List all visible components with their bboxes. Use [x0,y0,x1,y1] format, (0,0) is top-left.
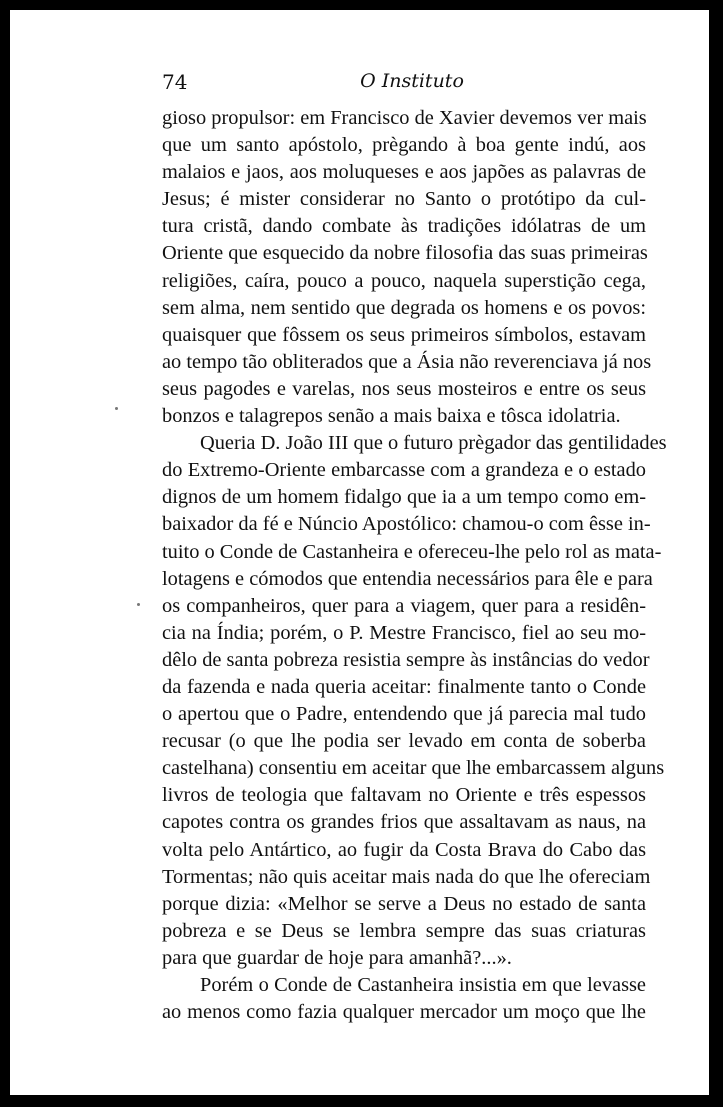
paragraph [162,430,667,972]
text-line: os companheiros, quer para a viagem, quer para a residên- [162,594,646,617]
text-line: baixador da fé e Núncio Apostólico: chamou-o com êsse in- [162,513,651,536]
text-line: Porém o Conde de Castanheira insistia em que levasse [200,974,646,996]
text-line: malaios e jaos, aos moluqueses e aos japões as palavras de [162,161,646,184]
text-line: Queria D. João III que o futuro prègador das gentilidades [200,432,667,455]
text-line: que um santo apóstolo, prègando à boa gente indú, aos [162,134,646,157]
text-line: bonzos e talagrepos senão a mais baixa e tôsca idolatria. [162,405,621,428]
text-line: do Extremo-Oriente embarcasse com a grandeza e o estado [162,459,646,482]
text-line: tura cristã, dando combate às tradições idólatras de um [162,215,646,238]
page-header [162,70,646,100]
text-line: da fazenda e nada queria aceitar: finalmente tanto o Conde [162,675,646,698]
text-line: livros de teologia que faltavam no Oriente e três espessos [162,784,646,807]
text-line: Jesus; é mister considerar no Santo o protótipo da cul- [162,188,646,211]
text-line: dêlo de santa pobreza resistia sempre às instâncias do vedor [162,648,650,671]
paragraph [162,105,652,430]
text-line: cia na Índia; porém, o P. Mestre Francisco, fiel ao seu mo- [162,621,646,644]
text-line: volta pelo Antártico, ao fugir da Costa Brava do Cabo das [162,838,646,861]
text-line: lotagens e cómodos que entendia necessários para êle e para [162,567,653,590]
running-title: O Instituto [360,70,464,92]
text-line: seus pagodes e varelas, nos seus mosteiros e entre os seus [162,377,646,400]
text-line: recusar (o que lhe podia ser levado em conta de soberba [162,730,646,753]
print-speck [115,407,118,410]
text-line: quaisquer que fôssem os seus primeiros símbolos, estavam [162,323,646,346]
text-line: tuito o Conde de Castanheira e ofereceu-lhe pelo rol as mata- [162,540,662,563]
text-line: castelhana) consentiu em aceitar que lhe embarcassem alguns [162,757,665,780]
book-page [10,10,709,1095]
text-line: capotes contra os grandes frios que assaltavam as naus, na [162,811,646,834]
page-number: 74 [162,70,188,94]
text-line: religiões, caíra, pouco a pouco, naquela superstição cega, [162,269,646,292]
text-line: o apertou que o Padre, entendendo que já parecia mal tudo [162,703,646,726]
text-line: ao tempo tão obliterados que a Ásia não reverenciava já nos [162,350,652,373]
print-speck [137,603,140,606]
text-line: dignos de um homem fidalgo que ia a um tempo como em- [162,486,646,509]
text-line: pobreza e se Deus se lembra sempre das suas criaturas [162,919,646,942]
paragraph [162,972,646,1026]
body-text [162,105,667,1026]
text-line: para que guardar de hoje para amanhã?...». [162,946,512,969]
text-line: Oriente que esquecido da nobre filosofia das suas primeiras [162,242,648,265]
text-line: sem alma, nem sentido que degrada os homens e os povos: [162,296,646,319]
text-line: ao menos como fazia qualquer mercador um moço que lhe [162,1001,646,1024]
text-line: porque dizia: «Melhor se serve a Deus no estado de santa [162,892,646,915]
text-line: Tormentas; não quis aceitar mais nada do que lhe ofereciam [162,865,651,888]
text-line: gioso propulsor: em Francisco de Xavier devemos ver mais [162,107,647,129]
